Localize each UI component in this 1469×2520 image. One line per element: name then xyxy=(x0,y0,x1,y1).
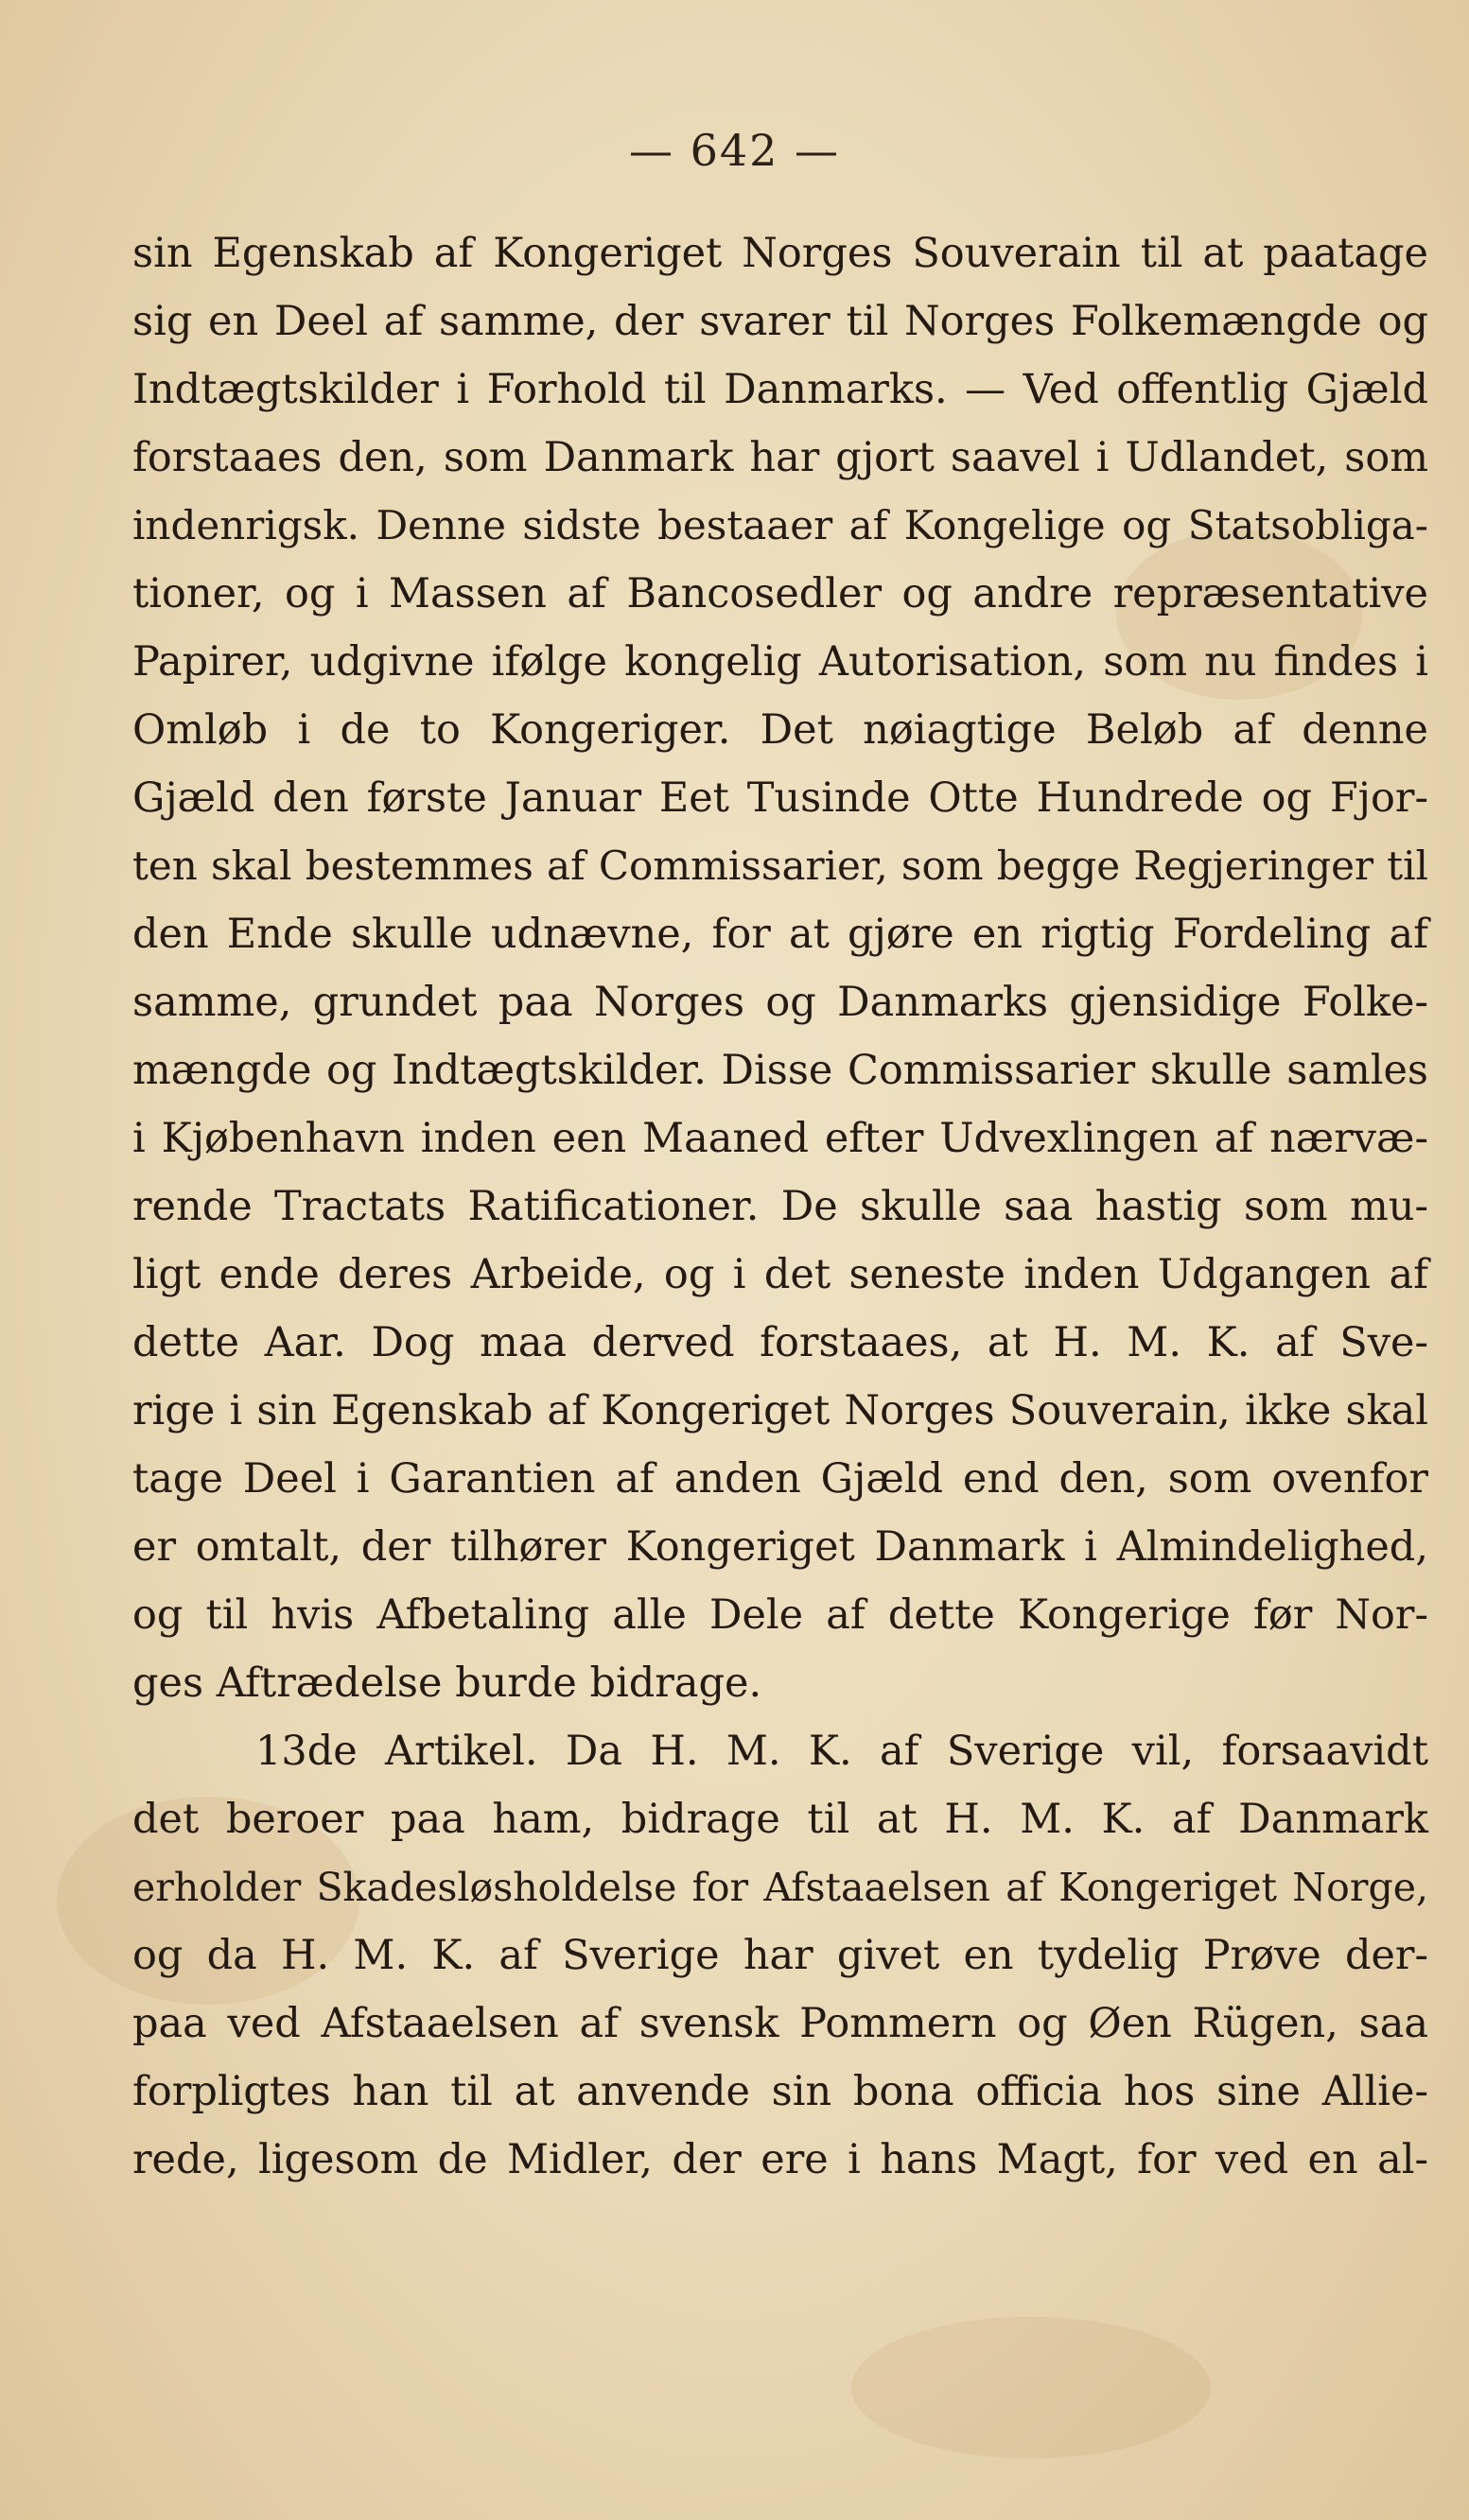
text-line: paa ved Afstaaelsen af svensk Pommern og Øen Rügen, saa xyxy=(132,2000,1428,2047)
text-line: sin Egenskab af Kongeriget Norges Souverain til at paatage xyxy=(132,230,1428,277)
paper-stain xyxy=(851,2317,1211,2459)
article-heading-line: 13de Artikel. Da H. M. K. af Sverige vil, forsaavidt xyxy=(255,1728,1428,1775)
text-line: og til hvis Afbetaling alle Dele af dette Kongerige før Nor- xyxy=(132,1591,1428,1639)
text-line: tage Deel i Garantien af anden Gjæld end den, som ovenfor xyxy=(132,1455,1428,1503)
text-line: mængde og Indtægtskilder. Disse Commissarier skulle samles xyxy=(132,1047,1428,1094)
text-line: den Ende skulle udnævne, for at gjøre en rigtig Fordeling af xyxy=(132,911,1428,958)
text-line: ten skal bestemmes af Commissarier, som begge Regjeringer til xyxy=(132,843,1428,889)
text-line: Omløb i de to Kongeriger. Det nøiagtige Beløb af denne xyxy=(132,706,1428,754)
text-line: erholder Skadesløsholdelse for Afstaaelsen af Kongeriget Norge, xyxy=(132,1865,1428,1910)
page-number: — 642 — xyxy=(628,125,841,176)
text-line: Indtægtskilder i Forhold til Danmarks. — Ved offentlig Gjæld xyxy=(132,366,1428,413)
text-line: samme, grundet paa Norges og Danmarks gjensidige Folke- xyxy=(132,979,1428,1026)
text-line: rige i sin Egenskab af Kongeriget Norges Souverain, ikke skal xyxy=(132,1387,1428,1434)
text-line: sig en Deel af samme, der svarer til Norges Folkemængde og xyxy=(132,298,1428,345)
text-line: forstaaes den, som Danmark har gjort saavel i Udlandet, som xyxy=(132,434,1428,481)
text-line: Gjæld den første Januar Eet Tusinde Otte Hundrede og Fjor- xyxy=(132,774,1428,822)
text-line: i Kjøbenhavn inden een Maaned efter Udvexlingen af nærvæ- xyxy=(132,1115,1428,1162)
text-line: tioner, og i Massen af Bancosedler og andre repræsentative xyxy=(132,570,1428,617)
text-line: indenrigsk. Denne sidste bestaaer af Kongelige og Statsobliga- xyxy=(132,502,1428,548)
text-line: Papirer, udgivne ifølge kongelig Autorisation, som nu findes i xyxy=(132,638,1428,686)
text-line: det beroer paa ham, bidrage til at H. M. K. af Danmark xyxy=(132,1796,1428,1843)
text-line: dette Aar. Dog maa derved forstaaes, at H. M. K. af Sve- xyxy=(132,1319,1428,1366)
text-line: og da H. M. K. af Sverige har givet en tydelig Prøve der- xyxy=(132,1932,1428,1979)
text-line: rede, ligesom de Midler, der ere i hans Magt, for ved en al- xyxy=(132,2136,1428,2183)
text-line: er omtalt, der tilhører Kongeriget Danmark i Almindelighed, xyxy=(132,1523,1428,1571)
text-line: ligt ende deres Arbeide, og i det seneste inden Udgangen af xyxy=(132,1251,1428,1298)
text-line: forpligtes han til at anvende sin bona officia hos sine Allie- xyxy=(132,2068,1428,2115)
body-text xyxy=(132,219,1428,2194)
text-line: ges Aftrædelse burde bidrage. xyxy=(132,1660,762,1707)
text-line: rende Tractats Ratificationer. De skulle saa hastig som mu- xyxy=(132,1183,1428,1230)
